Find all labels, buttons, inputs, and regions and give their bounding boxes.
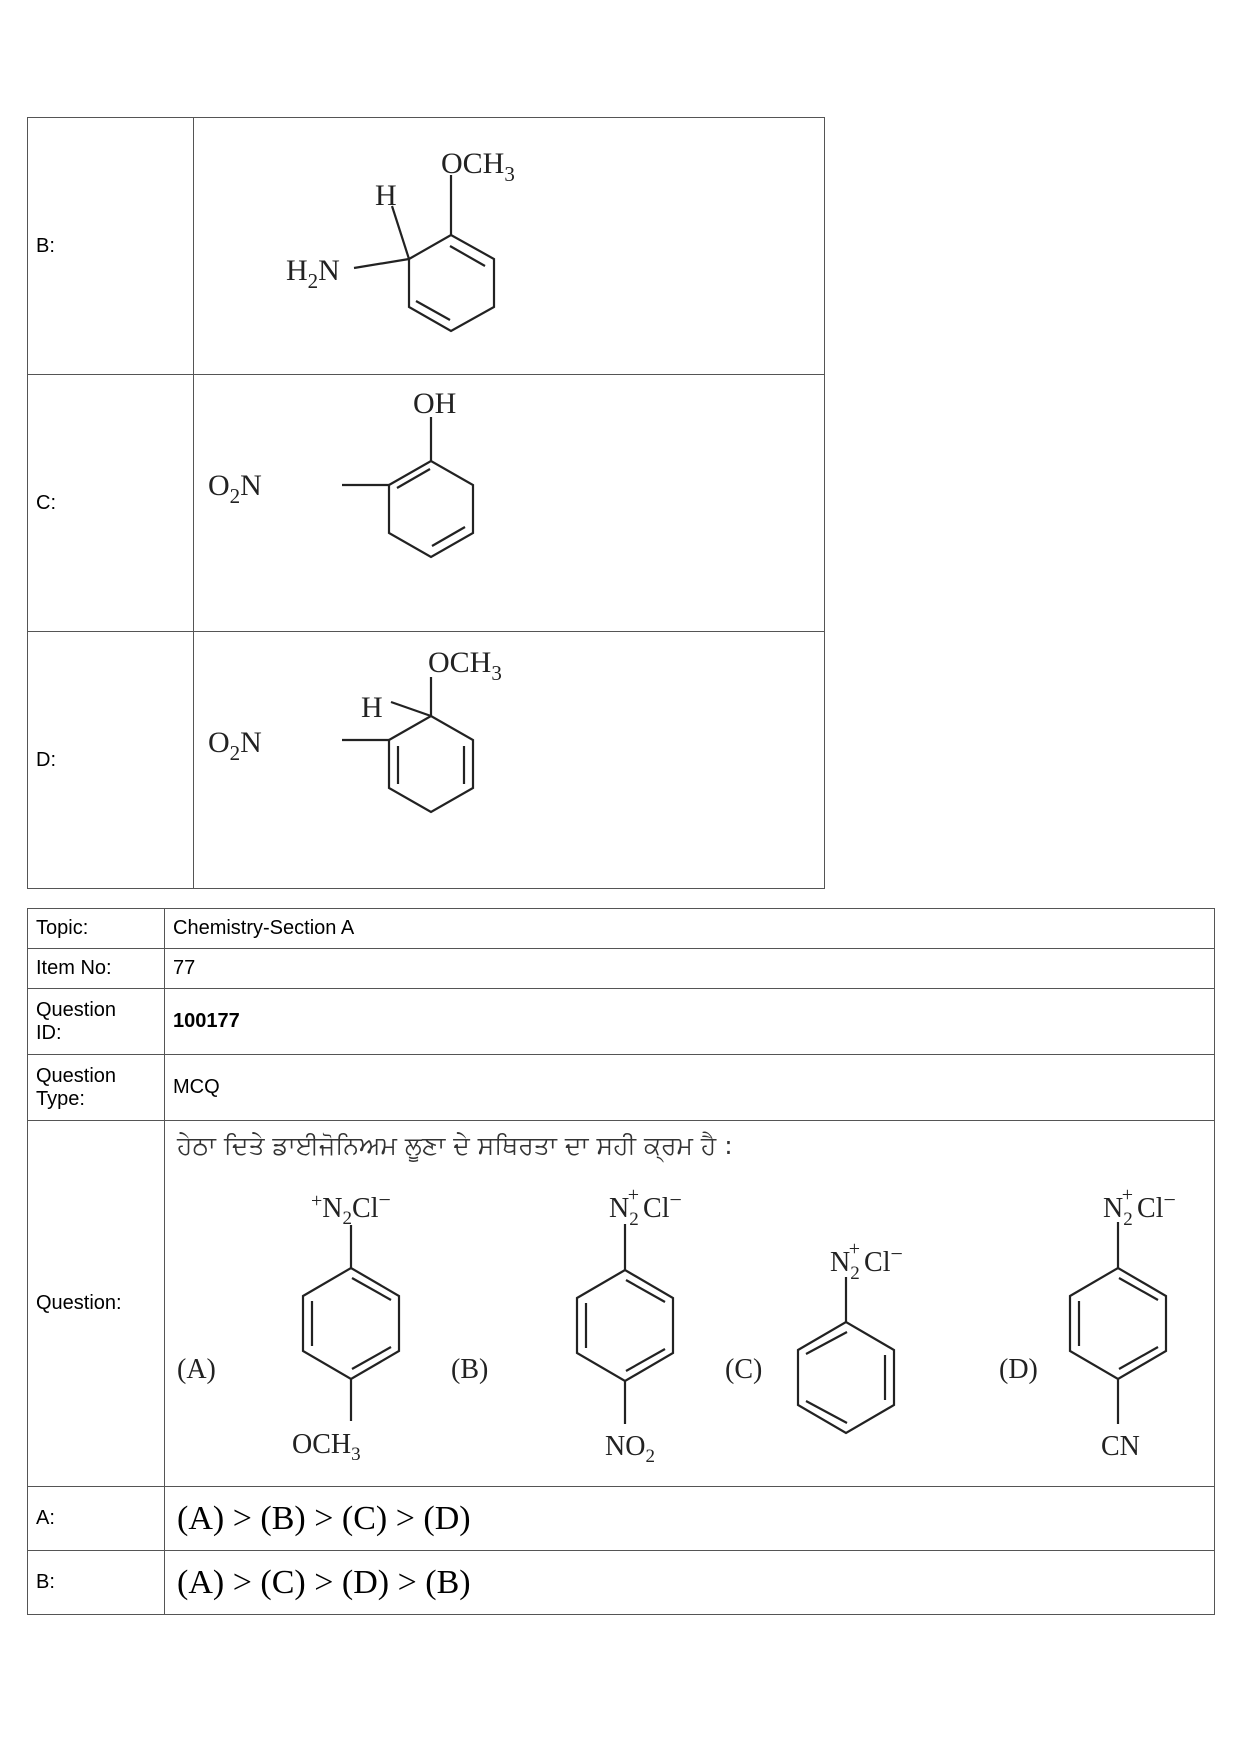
substituent-h2n: $H_2N$ (286, 254, 340, 293)
compound-d (999, 1184, 1176, 1462)
compound-tag: (C) (725, 1354, 763, 1385)
option-label: C: (28, 375, 194, 632)
structure-c (194, 375, 824, 626)
qtype-value: MCQ (165, 1055, 1215, 1121)
compound-tag: (B) (451, 1354, 489, 1385)
compound-tag: (A) (177, 1354, 216, 1385)
option-label: B: (28, 118, 194, 375)
topic-row (28, 909, 1215, 949)
structure-cell (194, 118, 825, 375)
topic-label: Topic: (28, 909, 165, 949)
substituent-o2n: $O_2N$ (208, 469, 262, 508)
compound-c (725, 1238, 903, 1433)
structure-cell (194, 375, 825, 632)
answer-label: B: (28, 1551, 165, 1615)
structure-cell (194, 632, 825, 889)
compounds-figure (165, 1121, 1223, 1487)
compound-b (451, 1184, 682, 1467)
question-table (27, 908, 1215, 1615)
structure-b (194, 118, 824, 369)
compound-top-label: $^+N_2Cl^-$ (311, 1187, 391, 1229)
structure-d (194, 632, 824, 883)
option-label: D: (28, 632, 194, 889)
topic-value: Chemistry-Section A (165, 909, 1215, 949)
item-row (28, 949, 1215, 989)
option-row-c (28, 375, 825, 632)
compound-bottom-label: CN (1101, 1431, 1140, 1462)
question-body (165, 1121, 1215, 1487)
option-row-b (28, 118, 825, 375)
answer-row-b (28, 1551, 1215, 1615)
question-text: ਹੇਠਾ ਦਿਤੇ ਡਾਈਜੋਨਿਅਮ ਲੂਣਾ ਦੇ ਸਥਿਰਤਾ ਦਾ ਸਹੀ ਕ੍ਰਮ ਹੈ : (177, 1131, 733, 1160)
answer-text: (A) > (B) > (C) > (D) (165, 1487, 1215, 1551)
compound-tag: (D) (999, 1354, 1038, 1385)
question-row (28, 1121, 1215, 1487)
qid-label: Question ID: (28, 989, 165, 1055)
item-label: Item No: (28, 949, 165, 989)
compound-top-label: $N_2+ Cl^-$ (830, 1238, 903, 1284)
compound-bottom-label: $NO_2$ (605, 1431, 655, 1467)
answer-text: (A) > (C) > (D) > (B) (165, 1551, 1215, 1615)
item-value: 77 (165, 949, 1215, 989)
option-row-d (28, 632, 825, 889)
substituent-h: H (361, 691, 383, 724)
answer-label: A: (28, 1487, 165, 1551)
qtype-row (28, 1055, 1215, 1121)
compound-a (177, 1187, 399, 1465)
substituent-oh: OH (413, 387, 457, 420)
qtype-label: Question Type: (28, 1055, 165, 1121)
substituent-och3: $OCH_3$ (428, 646, 502, 685)
substituent-och3: $OCH_3$ (441, 147, 515, 186)
substituent-h: H (375, 179, 397, 212)
qid-row (28, 989, 1215, 1055)
compound-top-label: $N_2+ Cl^-$ (1103, 1184, 1176, 1230)
question-label: Question: (28, 1121, 165, 1487)
substituent-o2n: $O_2N$ (208, 726, 262, 765)
qid-value: 100177 (165, 989, 1215, 1055)
compound-top-label: $N_2+ Cl^-$ (609, 1184, 682, 1230)
answer-row-a (28, 1487, 1215, 1551)
options-table (27, 117, 825, 889)
compound-bottom-label: $OCH_3$ (292, 1429, 361, 1465)
